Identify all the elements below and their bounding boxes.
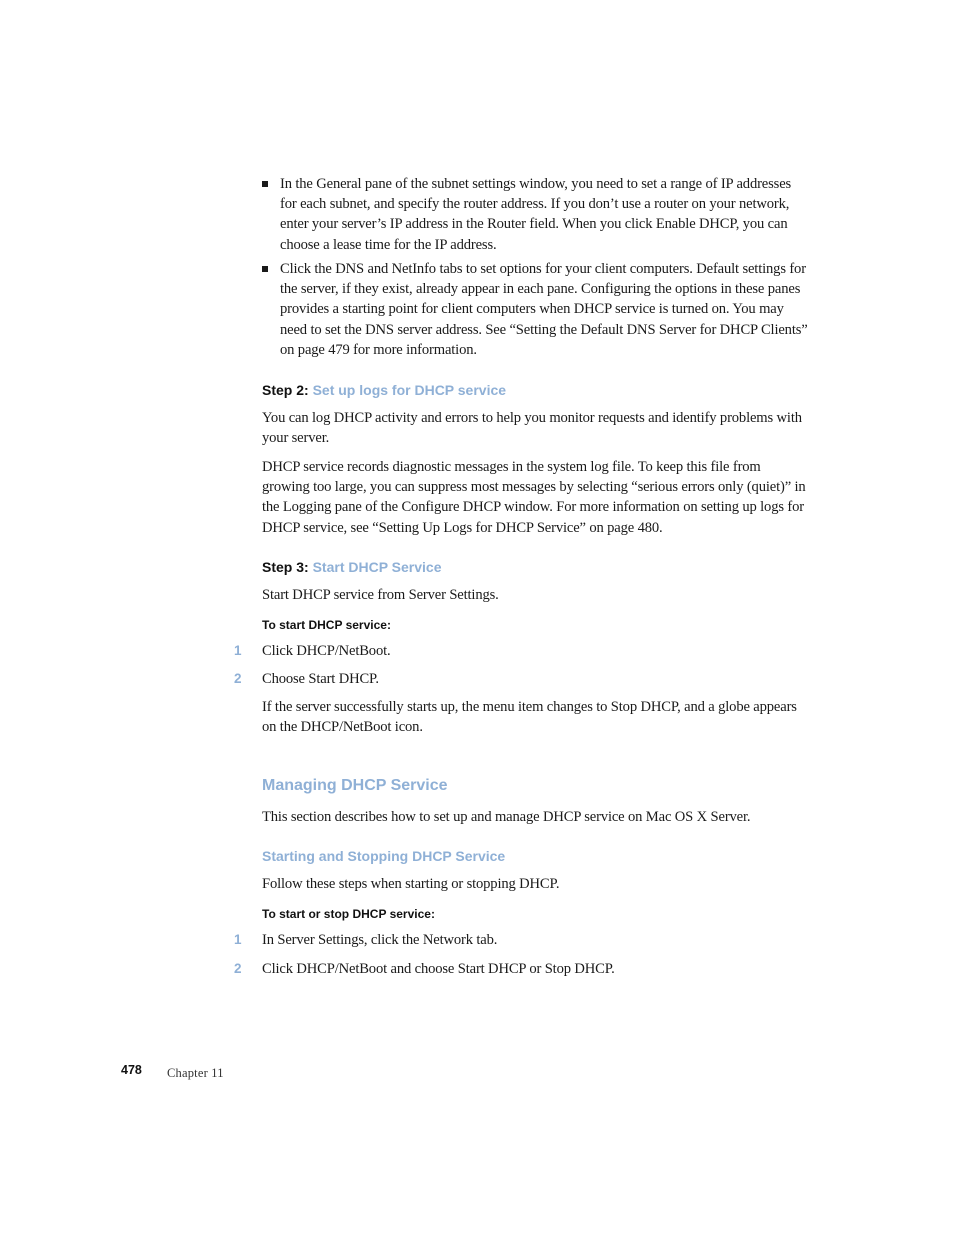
- bullet-text: In the General pane of the subnet settings window, you need to set a range of IP addresses for each subnet, and specify the router address. If you don’t use a router on your network, enter your server’s IP address in the Router field. When you click Enable DHCP, you can choose a lease time for the IP address.: [280, 176, 792, 253]
- bullet-marker: [262, 181, 268, 187]
- bullet-marker: [262, 266, 268, 272]
- page-number: 478: [121, 1063, 142, 1077]
- step-3-note: If the server successfully starts up, the menu item changes to Stop DHCP, and a globe appears on the DHCP/NetBoot icon.: [262, 699, 797, 736]
- step-text: Click DHCP/NetBoot and choose Start DHCP or Stop DHCP.: [262, 961, 615, 977]
- step-text: Click DHCP/NetBoot.: [262, 643, 391, 659]
- subsection-heading: Starting and Stopping DHCP Service: [262, 848, 506, 864]
- step-2-paragraph: You can log DHCP activity and errors to help you monitor requests and identify problems with your server.: [262, 410, 802, 447]
- step-3-label: Step 3:: [262, 559, 309, 575]
- step-2-heading: [262, 382, 506, 398]
- step-number: 2: [234, 671, 242, 686]
- procedure-heading: To start DHCP service:: [262, 618, 391, 632]
- step-text: In Server Settings, click the Network tab.: [262, 932, 498, 948]
- step-number: 1: [234, 932, 242, 947]
- step-2-label: Step 2:: [262, 382, 309, 398]
- step-2-paragraph: DHCP service records diagnostic messages in the system log file. To keep this file from growing too large, you can suppress most messages by selecting “serious errors only (quiet)” in the Logging pane of the Configure DHCP window. For more information on setting up logs for DHCP service, see “Setting Up Logs for DHCP Service” on page 480.: [262, 459, 806, 536]
- step-2-title: Set up logs for DHCP service: [312, 382, 507, 398]
- step-3-title: Start DHCP Service: [312, 559, 442, 575]
- step-number: 1: [234, 643, 242, 658]
- chapter-label: Chapter 11: [167, 1066, 224, 1080]
- step-3-heading: [262, 559, 442, 575]
- procedure-heading: To start or stop DHCP service:: [262, 907, 435, 921]
- step-number: 2: [234, 961, 242, 976]
- section-heading: Managing DHCP Service: [262, 777, 448, 794]
- bullet-text: Click the DNS and NetInfo tabs to set options for your client computers. Default settings for the server, if they exist, already appear in each pane. Configuring the options in these panes provides a starting point for client computers when DHCP service is turned on. You may need to set the DNS server address. See “Setting the Default DNS Server for DHCP Clients” on page 479 for more information.: [280, 261, 808, 358]
- step-3-paragraph: Start DHCP service from Server Settings.: [262, 587, 499, 603]
- step-text: Choose Start DHCP.: [262, 671, 379, 687]
- section-paragraph: This section describes how to set up and manage DHCP service on Mac OS X Server.: [262, 809, 751, 825]
- subsection-paragraph: Follow these steps when starting or stopping DHCP.: [262, 876, 560, 892]
